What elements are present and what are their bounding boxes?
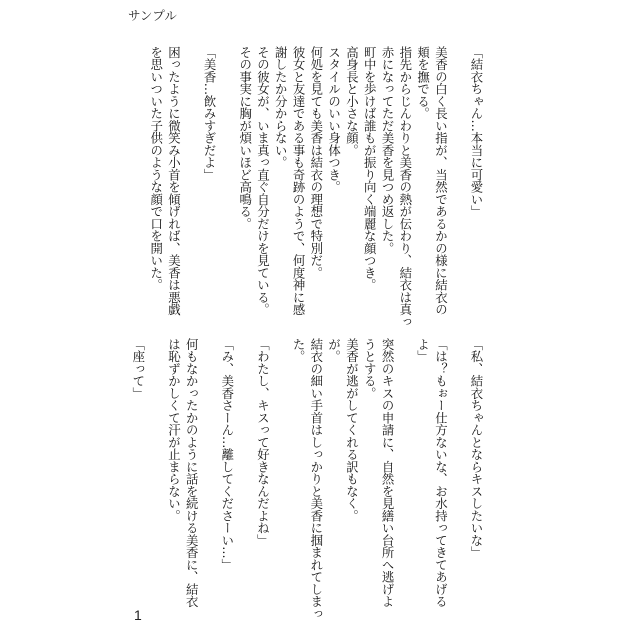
text-line: 困ったように微笑み小首を傾げれば、美香は悪戯 [166, 46, 182, 316]
text-line: 謝したか分からない。 [273, 46, 289, 169]
text-line: 美香の白く長い指が、当然であるかの様に結衣の [433, 46, 449, 316]
text-line: 「み、美香さーん…離してくださーい…」 [219, 338, 235, 571]
text-line [449, 338, 467, 600]
text-line: 「結衣ちゃん…本当に可愛い」 [469, 46, 484, 218]
text-line: 指先からじんわりと美香の熱が伝わり、結衣は真っ [397, 46, 413, 328]
text-line: スタイルのいい身体つき。 [326, 46, 342, 193]
text-line [449, 46, 467, 308]
text-line [396, 338, 414, 600]
page-number: 1 [134, 607, 142, 623]
text-line: 頬を撫でる。 [415, 46, 431, 120]
text-line: 何もなかったかのように話を続ける美香に、結衣 [184, 338, 200, 608]
text-line: 何処を見ても美香は結衣の理想で特別だ。 [308, 46, 324, 279]
text-line: その彼女が、いま真っ直ぐ自分だけを見ている。 [255, 46, 271, 316]
text-block-bottom [129, 338, 485, 620]
text-line: 「美香…飲みすぎだよ」 [202, 46, 218, 181]
text-line: 町中を歩けば誰もが振り向く端麗な顔つき。 [362, 46, 378, 291]
text-line [200, 338, 218, 600]
text-line: 彼女と友達である事も奇跡のようで、何度神に感 [291, 46, 307, 316]
text-line: 赤になってただ美香を見つめ返した。 [380, 46, 396, 255]
text-line: 高身長と小さな顔。 [344, 46, 360, 157]
text-line: が。 [326, 338, 342, 363]
text-line: よ」 [415, 338, 431, 363]
text-line [147, 338, 165, 600]
text-line: 結衣の細い手首はしっかりと美香に掴まれてしまっ [308, 338, 324, 620]
text-line: うとする。 [362, 338, 378, 400]
text-line: 「座って」 [130, 338, 146, 400]
text-line [218, 46, 236, 308]
text-line: は恥ずかしくて汗が止まらない。 [166, 338, 182, 522]
text-line [182, 46, 200, 308]
text-line: 美香が逃がしてくれる訳もなく。 [344, 338, 360, 522]
text-line [271, 338, 289, 600]
page-title: サンプル [128, 8, 177, 23]
text-line: た。 [291, 338, 307, 363]
text-line: を思いついた子供のような顔で口を開いた。 [148, 46, 164, 291]
text-line: 突然のキスの申請に、自然を見繕い台所へ逃げよ [380, 338, 396, 608]
text-line: その事実に胸が煩いほど高鳴る。 [237, 46, 253, 230]
text-block-top [147, 46, 485, 328]
text-line [236, 338, 254, 600]
text-line: 「私、結衣ちゃんとならキスしたいな」 [469, 338, 484, 559]
text-line: 「わたし、キスって好きなんだよね」 [255, 338, 271, 547]
text-line: 「は？もぉー仕方ないな、お水持ってきてあげる [433, 338, 449, 608]
